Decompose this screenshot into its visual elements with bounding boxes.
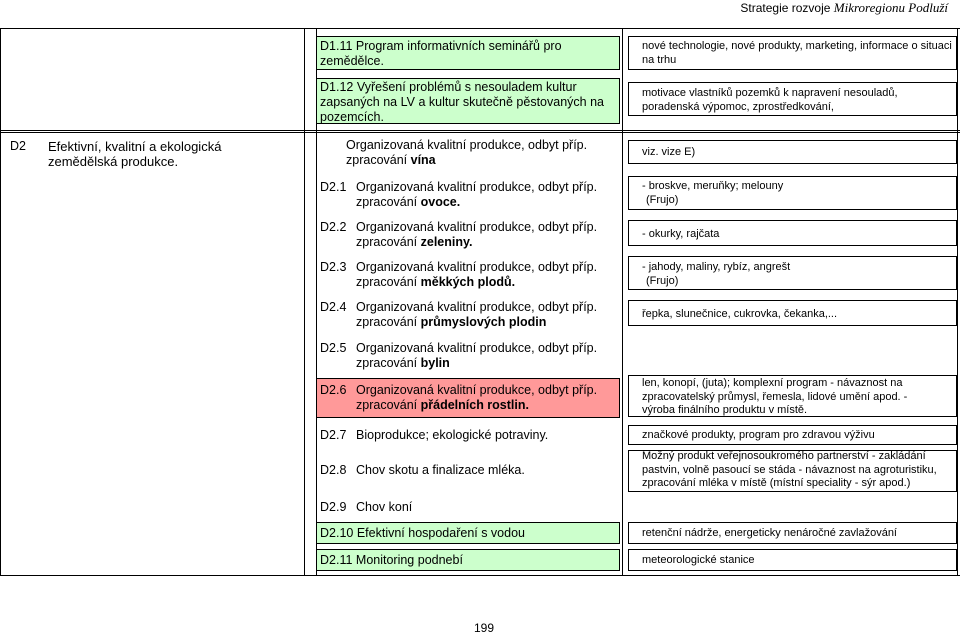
row-d2-8-note: Možný produkt veřejnosoukromého partnerství - zakládání pastvin, volně pasoucí se stáda - návaznost na agroturistiku, zpracování mléka v místě (místní speciality - sýr apod.) xyxy=(642,450,937,489)
row-d2-7-label: Bioprodukce; ekologické potraviny. xyxy=(356,428,549,442)
measure-d2-6-note: len, konopí, (juta); komplexní program - návaznost na zpracovatelský průmysl, řemesla, lidové umění apod. - výroba finálního produktu v místě. xyxy=(642,377,908,416)
measure-d2-6-code: D2.6 xyxy=(320,383,347,397)
measure-d2-4-code: D2.4 xyxy=(320,300,347,314)
row-d1-11-note: nové technologie, nové produkty, marketing, informace o situaci na trhu xyxy=(642,40,952,66)
measure-d2-2-code: D2.2 xyxy=(320,220,347,234)
row-d2-11-note: meteorologické stanice xyxy=(642,554,755,566)
measure-d2-5-code: D2.5 xyxy=(320,341,347,355)
measure-d2-4-note: řepka, slunečnice, cukrovka, čekanka,... xyxy=(642,308,838,320)
running-header xyxy=(740,0,948,16)
row-d2-11-label: D2.11 Monitoring podnebí xyxy=(320,553,463,567)
row-d2-10-label: D2.10 Efektivní hospodaření s vodou xyxy=(320,526,525,540)
row-d2-7-code: D2.7 xyxy=(320,428,347,442)
row-d1-12-note: motivace vlastníků pozemků k napravení nesouladů, poradenská výpomoc, zprostředkování, xyxy=(642,87,898,113)
top-rule xyxy=(0,28,960,29)
right-border xyxy=(957,28,958,576)
d2-row-rule xyxy=(0,132,960,133)
row-d2-10-note: retenční nádrže, energeticky nenáročné zavlažování xyxy=(642,527,897,539)
d2-title: Efektivní, kvalitní a ekologická zemědělská produkce. xyxy=(48,139,222,169)
bottom-rule xyxy=(0,575,960,576)
measure-d2-1: Organizovaná kvalitní produkce, odbyt příp. zpracování ovoce. xyxy=(356,180,598,209)
measure-d2-1-code: D2.1 xyxy=(320,180,347,194)
d2-code: D2 xyxy=(10,139,26,153)
measure-d2-3-note: - jahody, maliny, rybíz, angrešt (Frujo) xyxy=(642,261,791,287)
measure-wine-note: viz. vize E) xyxy=(642,146,696,158)
measure-d2-1-note: - broskve, meruňky; melouny (Frujo) xyxy=(642,180,784,206)
col-divider-1 xyxy=(304,28,305,576)
row-d2-8-label: Chov skotu a finalizace mléka. xyxy=(356,463,525,477)
row-d1-12-label: D1.12 Vyřešení problémů s nesouladem kultur zapsaných na LV a kultur skutečně pěstovaných na pozemcích. xyxy=(320,80,604,124)
row-d2-9-label: Chov koní xyxy=(356,500,413,514)
measure-d2-3-code: D2.3 xyxy=(320,260,347,274)
header-prefix: Strategie rozvoje xyxy=(740,1,834,15)
section-divider-top xyxy=(0,130,960,131)
left-border xyxy=(0,28,1,576)
col-divider-3 xyxy=(622,28,623,576)
row-d2-9-code: D2.9 xyxy=(320,500,347,514)
measure-d2-3: Organizovaná kvalitní produkce, odbyt příp. zpracování měkkých plodů. xyxy=(356,260,598,289)
measure-d2-5: Organizovaná kvalitní produkce, odbyt příp. zpracování bylin xyxy=(356,341,598,370)
row-d2-7-note: značkové produkty, program pro zdravou výživu xyxy=(642,429,875,441)
row-d2-8-code: D2.8 xyxy=(320,463,347,477)
measure-d2-2: Organizovaná kvalitní produkce, odbyt příp. zpracování zeleniny. xyxy=(356,220,598,249)
measure-d2-2-note: - okurky, rajčata xyxy=(642,228,720,240)
page-number: 199 xyxy=(474,621,495,635)
header-region: Mikroregionu Podluží xyxy=(833,0,948,15)
measure-d2-6: Organizovaná kvalitní produkce, odbyt příp. zpracování přádelních rostlin. xyxy=(356,383,598,412)
measure-wine: Organizovaná kvalitní produkce, odbyt příp. zpracování vína xyxy=(346,138,588,167)
measure-d2-4: Organizovaná kvalitní produkce, odbyt příp. zpracování průmyslových plodin xyxy=(356,300,598,329)
row-d1-11-label: D1.11 Program informativních seminářů pro zemědělce. xyxy=(320,39,562,68)
